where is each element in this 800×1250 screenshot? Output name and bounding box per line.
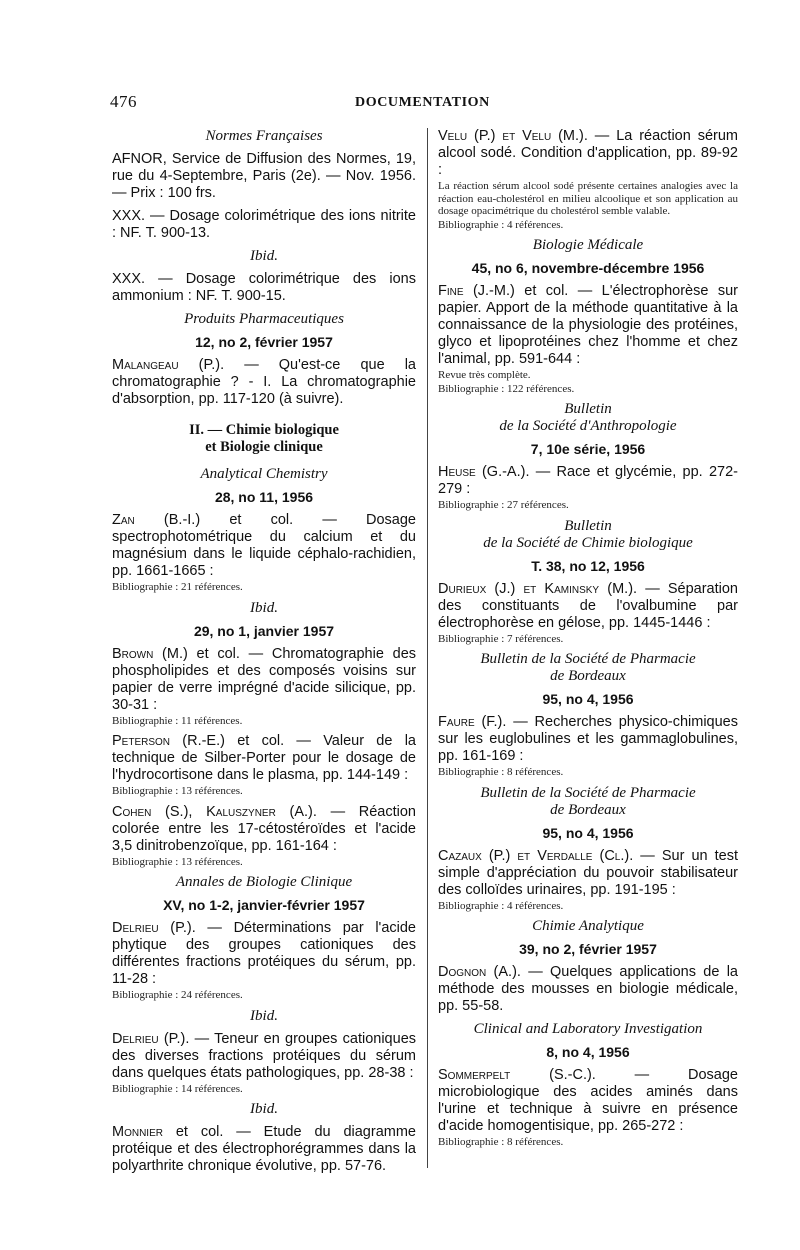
journal-heading-line: Bulletin de la Société de Pharmacie bbox=[480, 784, 696, 801]
left-column bbox=[112, 128, 416, 1181]
issue-line: 95, no 4, 1956 bbox=[542, 691, 634, 707]
journal-heading bbox=[438, 651, 738, 685]
entry-note: Bibliographie : 14 références. bbox=[112, 1082, 243, 1095]
journal-heading-line: de Bordeaux bbox=[550, 668, 626, 684]
entry-author: Monnier bbox=[112, 1124, 163, 1140]
bibliography-entry bbox=[112, 646, 416, 728]
bibliography-entry bbox=[438, 1067, 738, 1149]
entry-note: Revue très complète. bbox=[438, 369, 531, 381]
journal-heading-line: Bulletin bbox=[564, 517, 612, 534]
entry-author: Cohen (S.), Kaluszyner (A.). bbox=[112, 803, 317, 820]
entry-author: Velu (P.) et Velu (M.). bbox=[438, 128, 588, 144]
bibliography-entry: XXX. — Dosage colorimétrique des ions ammonium : NF. T. 900-15. bbox=[112, 271, 416, 304]
ibid-heading: Ibid. bbox=[250, 1101, 278, 1117]
journal-heading-line: Bulletin bbox=[564, 401, 612, 417]
entry-text: — Teneur en groupes cationiques des diverses fractions protéiques du sérum dans quelques états pathologiques, pp. 28-38 : bbox=[112, 1030, 417, 1081]
journal-heading: Annales de Biologie Clinique bbox=[175, 874, 353, 890]
ibid-heading: Ibid. bbox=[250, 599, 278, 616]
entry-author: Cazaux (P.) et Verdalle (Cl.). bbox=[438, 847, 634, 864]
journal-heading: Normes Françaises bbox=[205, 128, 323, 144]
entry-text: et col. — Etude du diagramme protéique et des électrophorégrammes dans la polyarthrite chronique évolutive, pp. 57-76. bbox=[112, 1124, 416, 1174]
issue-line: T. 38, no 12, 1956 bbox=[531, 557, 645, 574]
bibliography-entry bbox=[112, 804, 416, 869]
entry-author: Heuse (G.-A.). bbox=[438, 464, 530, 480]
bibliography-entry bbox=[112, 920, 416, 1002]
entry-author: Delrieu (P.). bbox=[112, 920, 196, 936]
entry-note: Bibliographie : 8 références. bbox=[438, 1136, 564, 1148]
ibid-heading: Ibid. bbox=[250, 248, 278, 264]
entry-text: — Quelques applications de la méthode des mousses en biologie médicale, pp. 55-58. bbox=[438, 964, 738, 1014]
entry-text: — Déterminations par l'acide phytique des groupes cationiques des différentes fractions protéiques du sérum, pp. 11-28 : bbox=[112, 920, 416, 987]
entry-note: Bibliographie : 27 références. bbox=[438, 499, 569, 511]
running-head: DOCUMENTATION bbox=[355, 95, 490, 110]
entry-text: — Qu'est-ce que la chromatographie ? - I. La chromatographie d'absorption, pp. 117-120 (à suivre). bbox=[112, 357, 416, 407]
bibliography-entry bbox=[438, 128, 738, 231]
bibliography-entry bbox=[438, 964, 738, 1015]
bibliography-entry bbox=[438, 581, 738, 646]
bibliography-entry: AFNOR, Service de Diffusion des Normes, 19, rue du 4-Septembre, Paris (2e). — Nov. 1956. — Prix : 100 frs. bbox=[112, 151, 416, 201]
entry-text: — Recherches physico-chimiques sur les euglobulines et les gammaglobulines, pp. 161-169 : bbox=[438, 714, 738, 764]
bibliography-entry: XXX. — Dosage colorimétrique des ions nitrite : NF. T. 900-13. bbox=[112, 208, 416, 241]
entry-note: Bibliographie : 4 références. bbox=[438, 899, 564, 912]
entry-text: — Dosage microbiologique des acides aminés dans l'urine et technique à suivre en présence d'acide homogentisique, pp. 265-272 : bbox=[438, 1067, 738, 1134]
entry-author: Faure (F.). bbox=[438, 714, 507, 730]
right-column bbox=[438, 128, 738, 1155]
entry-text: et col. — Dosage spectrophotométrique du calcium et du magnésium dans le liquide céphalo-rachidien, pp. 1661-1665 : bbox=[112, 512, 416, 579]
issue-line: 39, no 2, février 1957 bbox=[519, 941, 657, 957]
journal-heading: Chimie Analytique bbox=[532, 918, 644, 934]
entry-note: Bibliographie : 4 références. bbox=[438, 218, 564, 231]
entry-text: et col. — L'électrophorèse sur papier. Apport de la méthode quantitative à la connaissance de la physiologie des protéines, glyco et lipoprotéines chez l'homme et chez l'animal, pp. 591-644 : bbox=[438, 283, 738, 367]
entry-note: Bibliographie : 122 références. bbox=[438, 382, 575, 395]
section-title-line: et Biologie clinique bbox=[205, 439, 323, 455]
journal-heading-line: de Bordeaux bbox=[550, 801, 626, 818]
section-title bbox=[112, 422, 416, 456]
issue-line: 45, no 6, novembre-décembre 1956 bbox=[471, 260, 705, 276]
entry-text: — La réaction sérum alcool sodé. Condition d'application, pp. 89-92 : bbox=[438, 128, 738, 178]
page-number: 476 bbox=[110, 92, 137, 111]
entry-note: Bibliographie : 7 références. bbox=[438, 632, 564, 645]
journal-heading: Biologie Médicale bbox=[532, 237, 644, 253]
bibliography-entry bbox=[438, 848, 738, 913]
entry-text: — Race et glycémie, pp. 272-279 : bbox=[438, 464, 738, 497]
bibliography-entry bbox=[438, 464, 738, 512]
bibliography-entry bbox=[438, 283, 738, 395]
issue-line: 29, no 1, janvier 1957 bbox=[193, 622, 335, 639]
ibid-heading: Ibid. bbox=[250, 1007, 278, 1024]
journal-heading bbox=[438, 518, 738, 552]
column-divider bbox=[427, 128, 428, 1168]
entry-author: Brown (M.) bbox=[112, 645, 188, 662]
bibliography-entry bbox=[112, 733, 416, 798]
entry-text: et col. — Valeur de la technique de Silber-Porter pour le dosage de l'hydrocortisone dans le plasma, pp. 144-149 : bbox=[112, 733, 416, 783]
entry-note: Bibliographie : 13 références. bbox=[112, 785, 243, 797]
bibliography-entry bbox=[112, 1031, 416, 1096]
issue-line: XV, no 1-2, janvier-février 1957 bbox=[163, 897, 365, 913]
issue-line: 12, no 2, février 1957 bbox=[195, 334, 333, 350]
journal-heading: Clinical and Laboratory Investigation bbox=[473, 1021, 703, 1037]
issue-line: 95, no 4, 1956 bbox=[542, 824, 634, 841]
journal-heading-line: de la Société de Chimie biologique bbox=[483, 534, 693, 551]
bibliography-entry bbox=[112, 1124, 416, 1175]
entry-author: Delrieu (P.). bbox=[112, 1030, 190, 1047]
section-title-line: II. — Chimie biologique bbox=[189, 422, 339, 438]
entry-note: La réaction sérum alcool sodé présente certaines analogies avec la réaction eau-cholestérol en milieu alcoolique et son application au dosage opacimétrique du cholestérol semble valable. bbox=[438, 180, 738, 217]
journal-heading: Analytical Chemistry bbox=[200, 466, 328, 482]
journal-heading bbox=[438, 785, 738, 819]
issue-line: 7, 10e série, 1956 bbox=[530, 441, 646, 457]
issue-line: 8, no 4, 1956 bbox=[546, 1044, 630, 1060]
entry-note: Bibliographie : 11 références. bbox=[112, 714, 243, 727]
entry-note: Bibliographie : 24 références. bbox=[112, 989, 243, 1001]
bibliography-entry bbox=[112, 357, 416, 408]
entry-author: Sommerpelt (S.-C.). bbox=[438, 1067, 596, 1083]
entry-text: et col. — Chromatographie des phospholipides et des composés voisins sur papier de verre imprégné d'acide silicique, pp. 30-31 : bbox=[112, 645, 417, 713]
journal-heading bbox=[438, 401, 738, 435]
entry-author: Peterson (R.-E.) bbox=[112, 733, 225, 749]
entry-author: Zan (B.-I.) bbox=[112, 512, 201, 528]
journal-heading-line: Bulletin de la Société de Pharmacie bbox=[480, 651, 696, 667]
entry-text: — Séparation des constituants de l'ovalbumine par électrophorèse en gélose, pp. 1445-1446 : bbox=[438, 580, 738, 631]
entry-text: — Sur un test simple d'appréciation du pouvoir stabilisateur des colloïdes urinaires, pp. 191-195 : bbox=[438, 847, 738, 898]
bibliography-entry bbox=[112, 512, 416, 594]
entry-note: Bibliographie : 21 références. bbox=[112, 581, 243, 593]
entry-note: Bibliographie : 8 références. bbox=[438, 766, 564, 778]
entry-note: Bibliographie : 13 références. bbox=[112, 855, 243, 868]
entry-author: Fine (J.-M.) bbox=[438, 283, 515, 299]
entry-author: Durieux (J.) et Kaminsky (M.). bbox=[438, 580, 638, 597]
entry-text: — Réaction colorée entre les 17-cétostéroïdes et l'acide 3,5 dinitrobenzoïque, pp. 161-164 : bbox=[112, 803, 416, 854]
issue-line: 28, no 11, 1956 bbox=[214, 489, 314, 505]
journal-heading-line: de la Société d'Anthropologie bbox=[499, 418, 677, 434]
entry-author: Dognon (A.). bbox=[438, 964, 521, 980]
bibliography-entry bbox=[438, 714, 738, 779]
journal-heading: Produits Pharmaceutiques bbox=[184, 311, 344, 327]
entry-author: Malangeau (P.). bbox=[112, 357, 225, 373]
